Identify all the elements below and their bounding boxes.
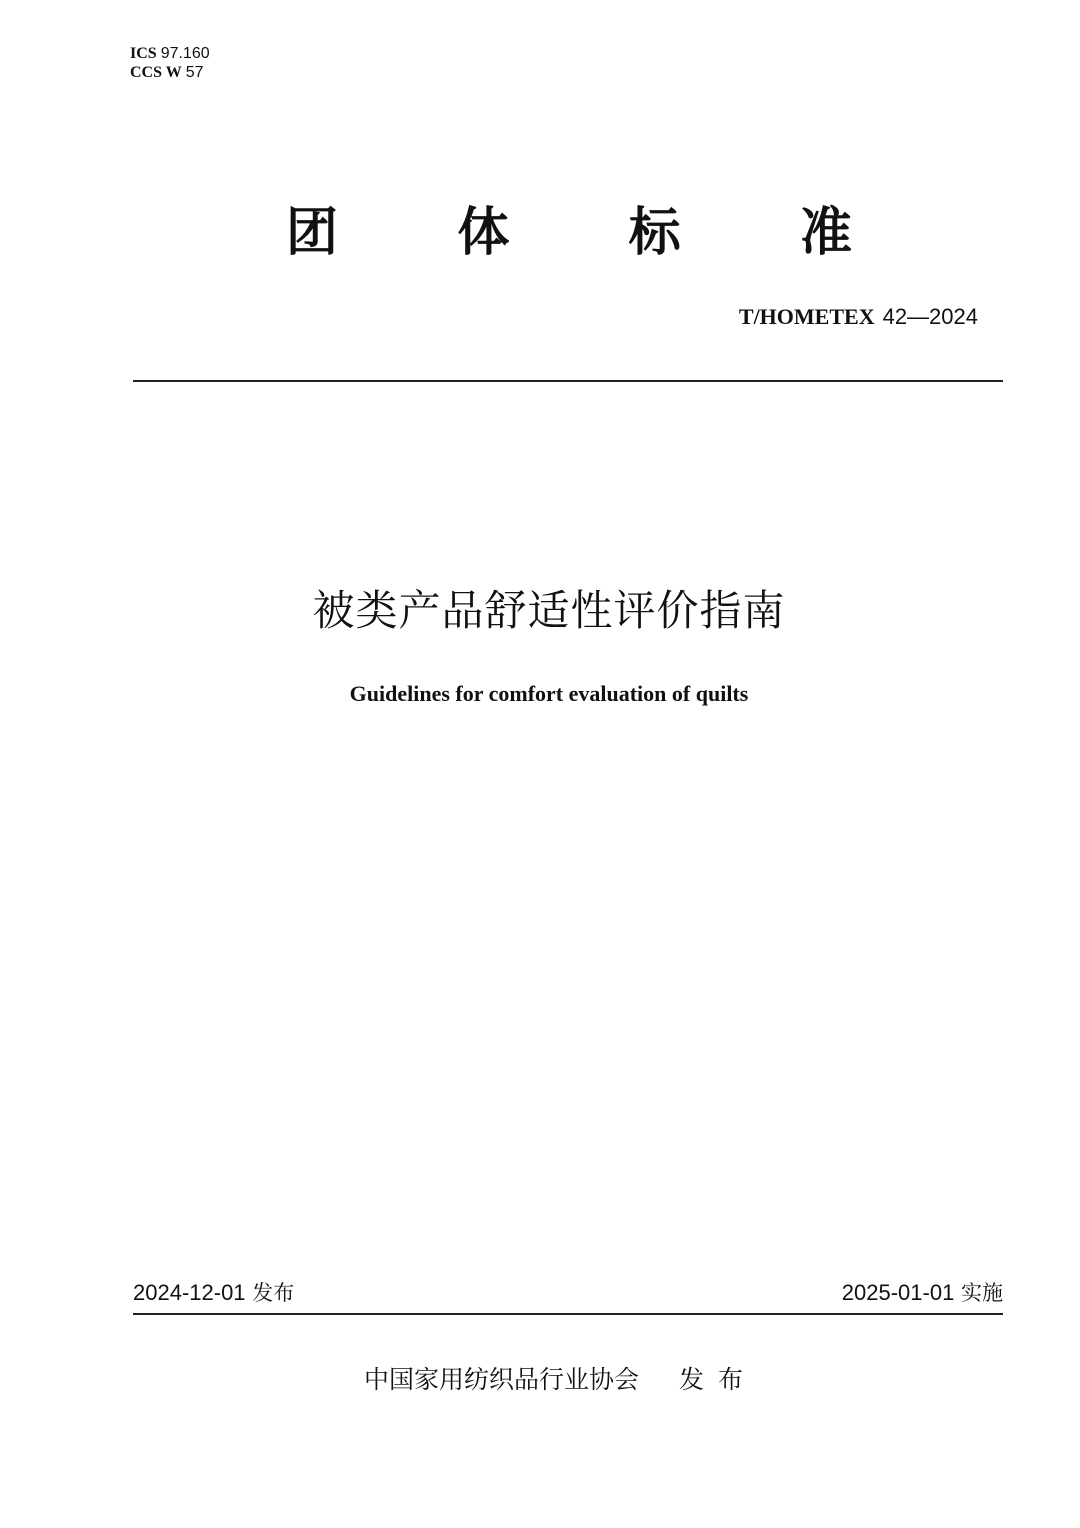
standard-type-heading [286,198,852,268]
heading-char-1: 团 [286,203,339,263]
classification-codes [130,44,210,82]
document-title-english: Guidelines for comfort evaluation of quilts [349,681,749,706]
implement-date: 2025-01-01 [841,1280,955,1305]
publish-label: 发布 [252,1281,295,1305]
implement-date-block [842,1278,1003,1308]
publish-date: 2024-12-01 [133,1280,246,1305]
bottom-divider [133,1313,1003,1315]
standard-prefix: T/HOMETEX [738,304,875,329]
top-divider [133,380,1003,382]
standard-number-value: 42—2024 [882,304,978,329]
standard-number [739,302,978,332]
ics-code: 97.160 [160,45,210,62]
heading-char-2: 体 [457,203,510,263]
heading-char-4: 准 [799,203,852,263]
implement-label: 实施 [961,1281,1003,1305]
ics-label: ICS [130,45,157,62]
ccs-label: CCS W [130,64,182,81]
ccs-code: 57 [185,64,204,81]
document-title-chinese: 被类产品舒适性评价指南 [312,586,786,635]
heading-char-3: 标 [628,203,681,263]
ccs-line [130,63,210,82]
date-row [133,1278,1003,1308]
publisher-row [364,1362,757,1398]
ics-line [130,44,210,63]
publisher-issue-label: 发布 [679,1365,758,1394]
publisher-name: 中国家用纺织品行业协会 [364,1365,640,1394]
publish-date-block [133,1278,294,1308]
